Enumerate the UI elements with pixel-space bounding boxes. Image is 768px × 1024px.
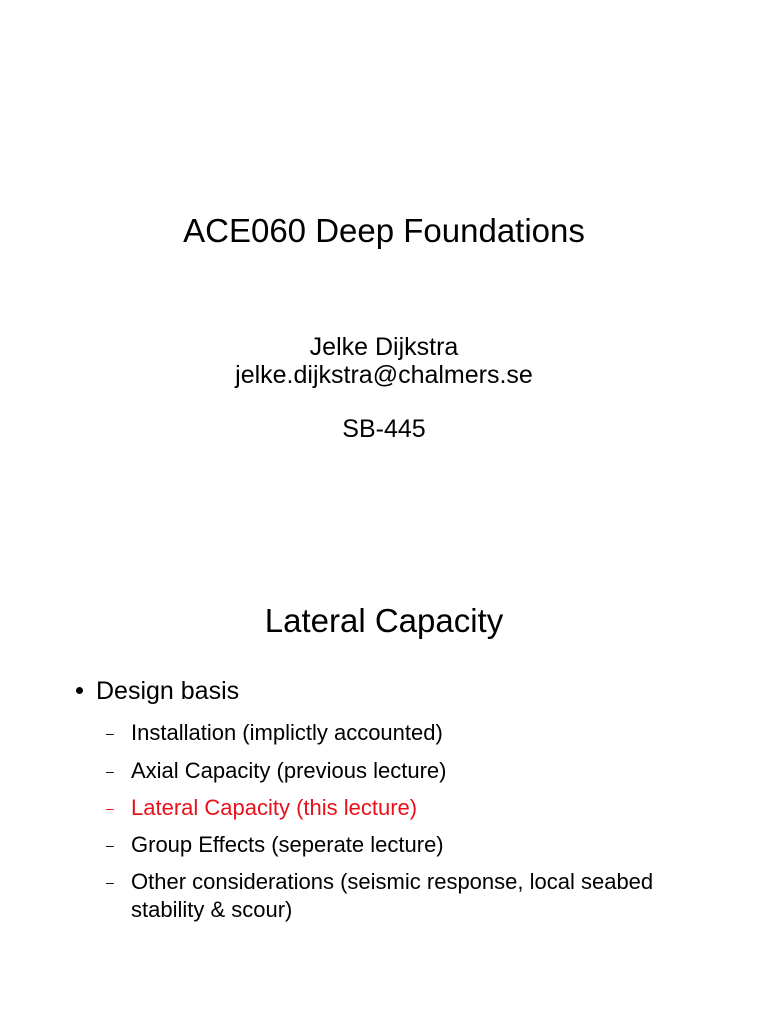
subitem-text: Installation (implictly accounted) — [131, 720, 443, 745]
dash-icon: – — [106, 763, 114, 779]
course-title: ACE060 Deep Foundations — [183, 212, 585, 249]
room-number: SB-445 — [342, 415, 426, 443]
dash-icon: – — [106, 800, 114, 816]
dash-icon: – — [106, 725, 114, 741]
bullet-dot-icon — [76, 687, 83, 694]
subitem-text: Group Effects (seperate lecture) — [131, 832, 444, 857]
subitem — [106, 719, 706, 747]
subitem-text: Other considerations (seismic response, local seabed stability & scour) — [131, 869, 654, 922]
subitem-text: Lateral Capacity (this lecture) — [131, 795, 418, 820]
dash-icon: – — [106, 837, 114, 853]
author-name: Jelke Dijkstra — [309, 333, 459, 361]
subitem-text: Axial Capacity (previous lecture) — [131, 758, 447, 783]
subitem-highlighted — [106, 794, 706, 822]
bullet-item — [76, 675, 239, 707]
dash-icon: – — [106, 874, 114, 890]
subitem — [106, 757, 706, 785]
subitem — [106, 831, 706, 859]
content-slide — [0, 512, 768, 1024]
bullet-text: Design basis — [96, 677, 240, 705]
slide-title: Lateral Capacity — [264, 602, 504, 639]
subitem — [106, 868, 706, 924]
author-email: jelke.dijkstra@chalmers.se — [235, 361, 533, 389]
